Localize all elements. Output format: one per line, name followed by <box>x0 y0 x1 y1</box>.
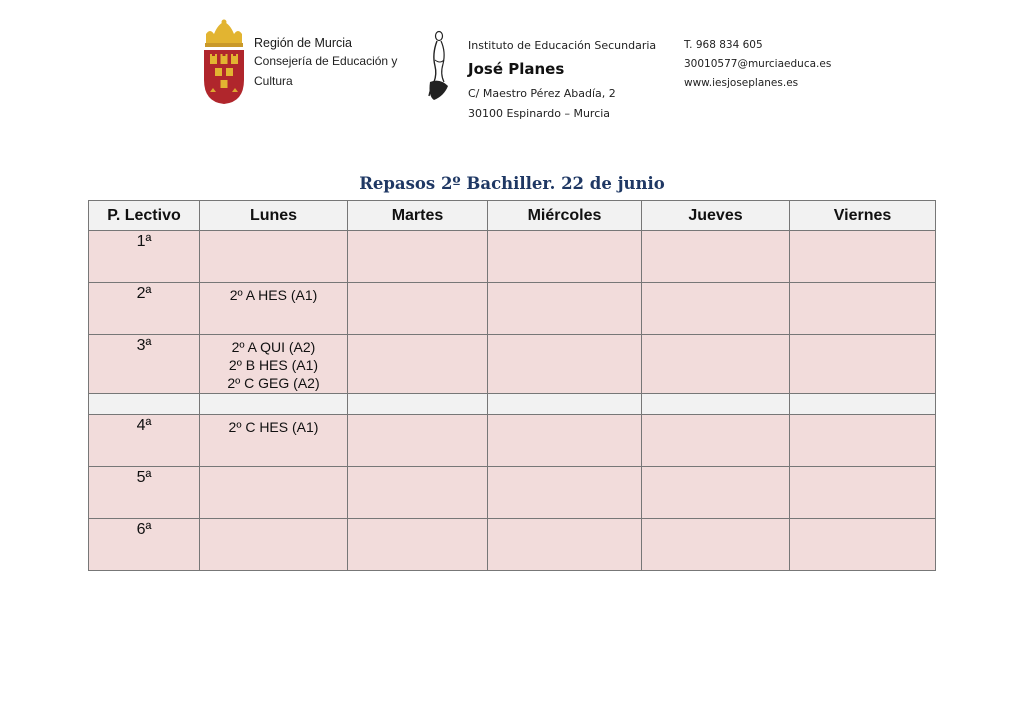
table-row <box>89 467 936 519</box>
header-miercoles: Miércoles <box>488 201 642 231</box>
empty-slot-cell <box>488 519 642 571</box>
empty-slot-cell <box>790 415 936 467</box>
table-row <box>89 283 936 335</box>
empty-slot-cell <box>642 335 790 394</box>
break-cell <box>790 394 936 415</box>
break-row <box>89 394 936 415</box>
table-row <box>89 335 936 394</box>
empty-slot-cell <box>642 519 790 571</box>
header-lunes: Lunes <box>200 201 348 231</box>
lunes-entry: 2º A QUI (A2) <box>231 339 316 355</box>
period-cell: 6ª <box>89 519 200 571</box>
school-block <box>468 38 656 124</box>
empty-slot-cell <box>488 231 642 283</box>
period-cell: 2ª <box>89 283 200 335</box>
empty-slot-cell <box>642 467 790 519</box>
empty-slot-cell <box>348 283 488 335</box>
empty-slot-cell <box>488 415 642 467</box>
empty-slot-cell <box>348 335 488 394</box>
empty-slot-cell <box>790 335 936 394</box>
region-department-line2: Cultura <box>254 74 293 88</box>
lunes-entry: 2º B HES (A1) <box>228 357 319 373</box>
empty-slot-cell <box>488 283 642 335</box>
empty-slot-cell <box>348 231 488 283</box>
lunes-cell <box>200 335 348 394</box>
schedule-table <box>88 200 936 571</box>
empty-slot-cell <box>642 415 790 467</box>
empty-slot-cell <box>348 467 488 519</box>
empty-slot-cell <box>488 467 642 519</box>
school-address-line2: 30100 Espinardo – Murcia <box>468 107 611 120</box>
lunes-entry: 2º C GEG (A2) <box>227 375 320 391</box>
school-address-line1: C/ Maestro Pérez Abadía, 2 <box>468 87 616 100</box>
lunes-cell <box>200 467 348 519</box>
empty-slot-cell <box>348 415 488 467</box>
region-murcia-crest-logo <box>200 18 248 106</box>
contact-block <box>684 36 831 93</box>
school-name: José Planes <box>468 60 565 78</box>
empty-slot-cell <box>790 283 936 335</box>
contact-web[interactable]: www.iesjoseplanes.es <box>684 77 799 89</box>
empty-slot-cell <box>642 283 790 335</box>
table-row <box>89 231 936 283</box>
break-cell <box>642 394 790 415</box>
school-figure-logo <box>426 30 452 102</box>
lunes-cell <box>200 519 348 571</box>
empty-slot-cell <box>348 519 488 571</box>
period-cell: 5ª <box>89 467 200 519</box>
region-department-line1: Consejería de Educación y <box>254 54 398 68</box>
header-period: P. Lectivo <box>89 201 200 231</box>
empty-slot-cell <box>642 231 790 283</box>
lunes-cell <box>200 415 348 467</box>
break-cell <box>200 394 348 415</box>
period-cell: 3ª <box>89 335 200 394</box>
lunes-entry: 2º A HES (A1) <box>229 287 318 303</box>
empty-slot-cell <box>790 519 936 571</box>
empty-slot-cell <box>790 231 936 283</box>
header-jueves: Jueves <box>642 201 790 231</box>
lunes-cell <box>200 231 348 283</box>
table-row <box>89 415 936 467</box>
header-martes: Martes <box>348 201 488 231</box>
region-block <box>254 35 397 91</box>
page-title: Repasos 2º Bachiller. 22 de junio <box>359 174 665 193</box>
break-cell <box>488 394 642 415</box>
break-cell <box>348 394 488 415</box>
contact-phone: T. 968 834 605 <box>684 39 763 51</box>
period-cell: 1ª <box>89 231 200 283</box>
lunes-cell <box>200 283 348 335</box>
table-row <box>89 519 936 571</box>
period-cell: 4ª <box>89 415 200 467</box>
header-row <box>89 201 936 231</box>
region-name: Región de Murcia <box>254 36 352 50</box>
contact-email[interactable]: 30010577@murciaeduca.es <box>684 58 832 70</box>
empty-slot-cell <box>790 467 936 519</box>
break-cell <box>89 394 200 415</box>
empty-slot-cell <box>488 335 642 394</box>
lunes-entry: 2º C HES (A1) <box>228 419 319 435</box>
header-viernes: Viernes <box>790 201 936 231</box>
school-type: Instituto de Educación Secundaria <box>468 39 657 52</box>
